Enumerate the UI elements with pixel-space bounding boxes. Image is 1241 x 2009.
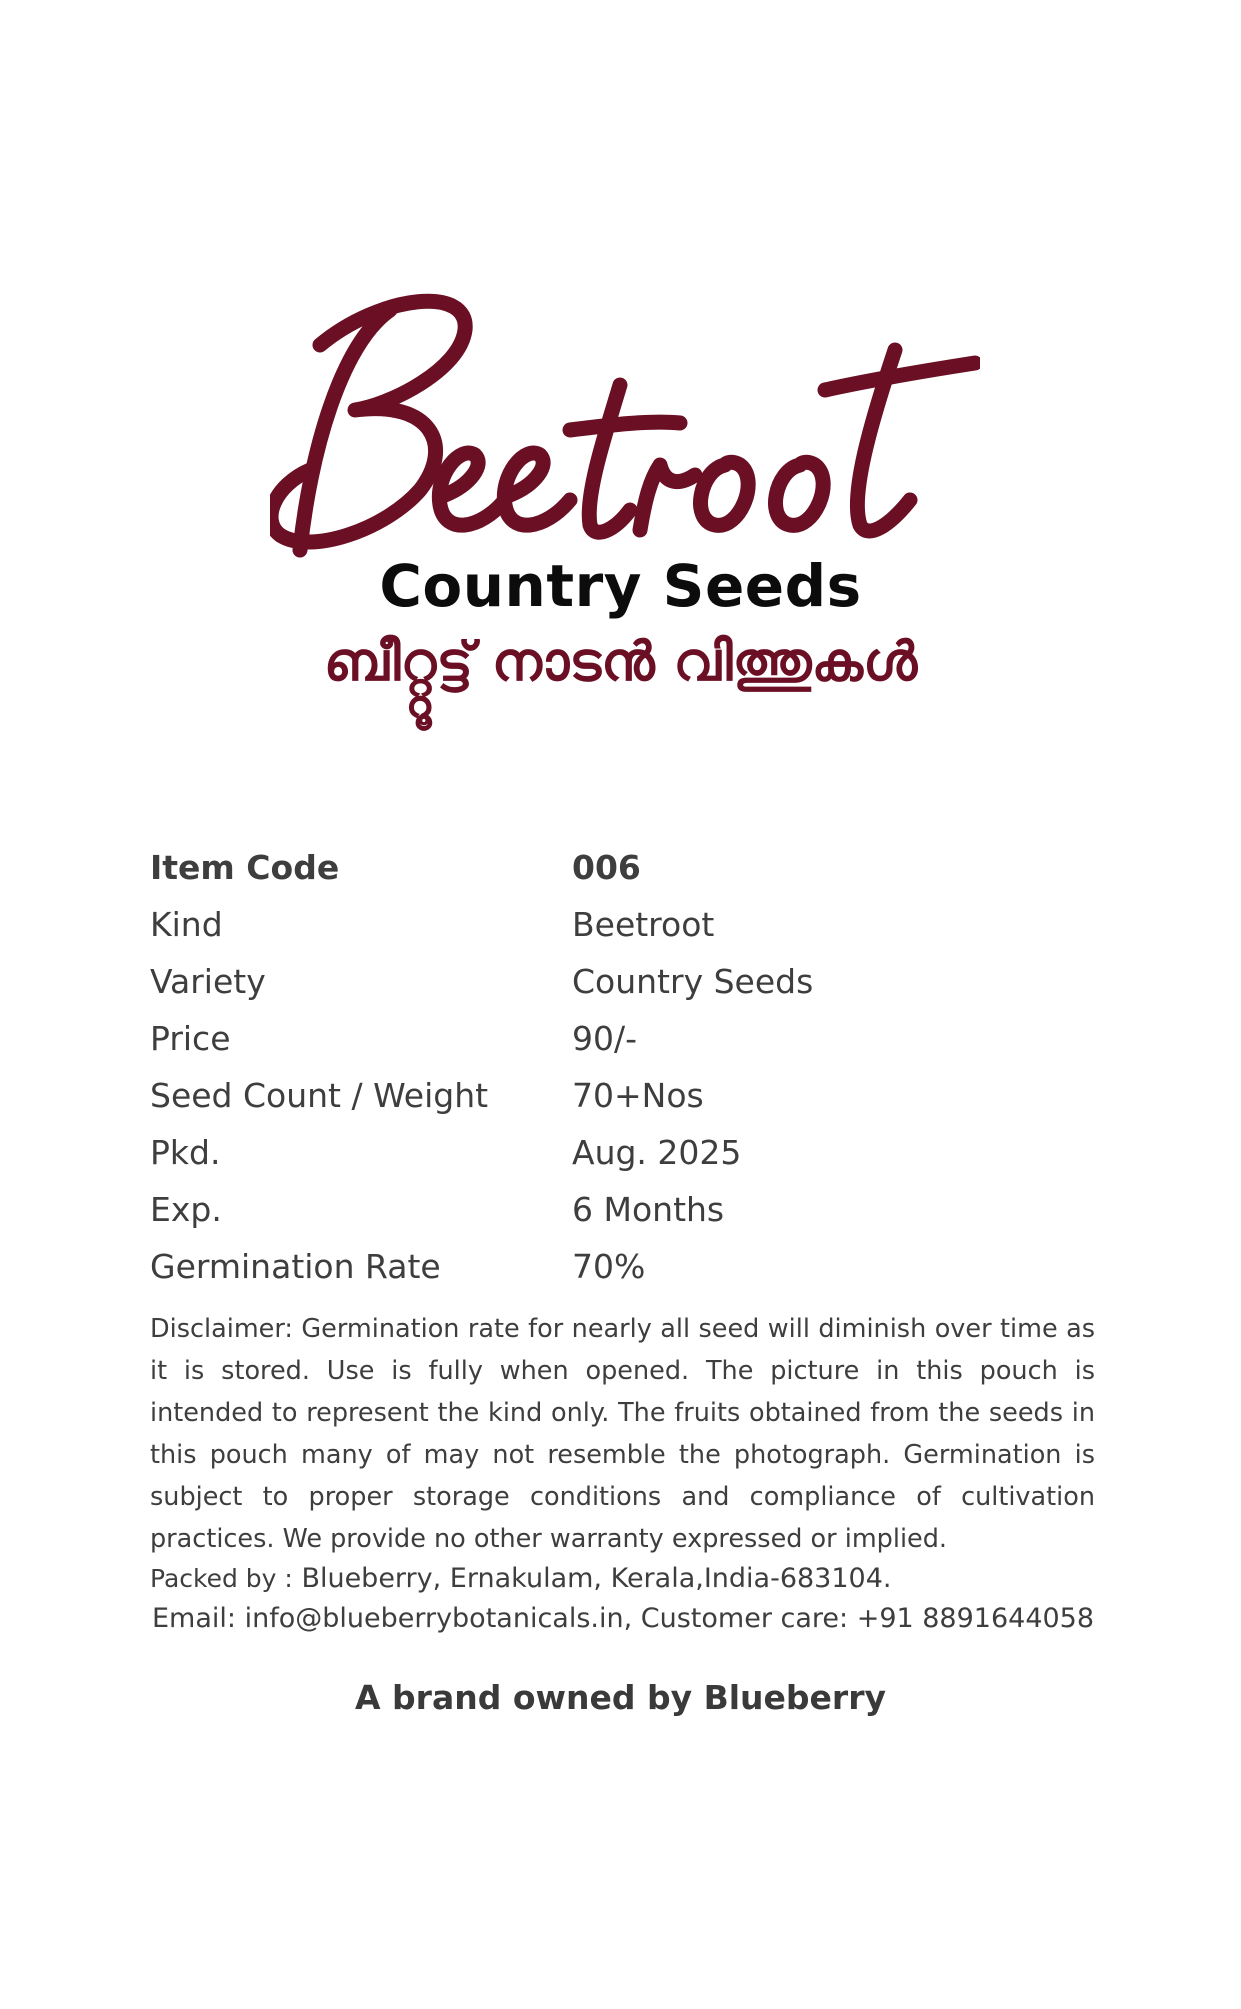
packed-by-value: Blueberry, Ernakulam, Kerala,India-683104.: [301, 1563, 892, 1594]
spec-row-kind: [150, 905, 1100, 962]
spec-label: Exp.: [150, 1190, 222, 1229]
spec-label: Seed Count / Weight: [150, 1076, 489, 1115]
brand-line: A brand owned by Blueberry: [355, 1678, 886, 1717]
spec-value: 70+Nos: [572, 1076, 704, 1115]
contact-line: Email: info@blueberrybotanicals.in, Customer care: +91 8891644058: [152, 1603, 1095, 1634]
spec-value: 90/-: [572, 1019, 638, 1058]
spec-label: Variety: [150, 962, 266, 1001]
spec-value: 70%: [572, 1247, 646, 1286]
spec-label: Germination Rate: [150, 1247, 441, 1286]
spec-row-packed-date: [150, 1133, 1100, 1190]
spec-value: 006: [572, 848, 641, 887]
spec-value: Country Seeds: [572, 962, 814, 1001]
malayalam-title: ബീറ്റ്റൂട്ട് നാടൻ വിത്തുകൾ: [323, 630, 918, 693]
product-subtitle: Country Seeds: [379, 552, 862, 620]
spec-row-seed-count: [150, 1076, 1100, 1133]
spec-label: Kind: [150, 905, 223, 944]
spec-label: Pkd.: [150, 1133, 221, 1172]
spec-row-variety: [150, 962, 1100, 1019]
spec-row-price: [150, 1019, 1100, 1076]
beetroot-script-logo: [270, 285, 980, 585]
packed-by-label: Packed by :: [150, 1564, 293, 1593]
spec-label: Price: [150, 1019, 231, 1058]
spec-value: Beetroot: [572, 905, 715, 944]
spec-row-expiry: [150, 1190, 1100, 1247]
spec-row-item-code: [150, 848, 1100, 905]
spec-value: 6 Months: [572, 1190, 725, 1229]
disclaimer-text: Disclaimer: Germination rate for nearly all seed will diminish over time as it is stored. Use is fully when opened. The picture in this pouch is intended to represent the kind only. The fruits obtained from the seeds in this pouch many of may not resemble the photograph. Germination is subject to proper storage conditions and compliance of cultivation practices. We provide no other warranty expressed or implied.: [150, 1314, 1095, 1554]
spec-label: Item Code: [150, 848, 340, 887]
packed-by-line: [150, 1563, 1110, 1594]
spec-row-germination: [150, 1247, 1100, 1304]
spec-value: Aug. 2025: [572, 1133, 742, 1172]
specs-table: [150, 848, 1100, 1304]
